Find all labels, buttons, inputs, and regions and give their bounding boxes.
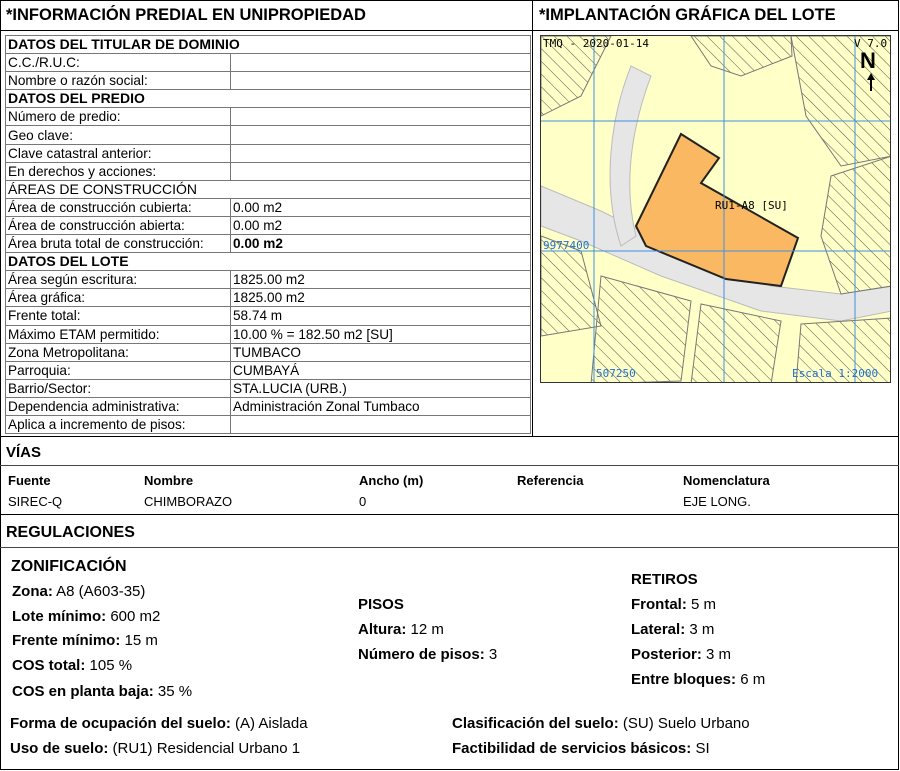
info-label: Área gráfica:: [6, 289, 231, 307]
column-divider: [532, 30, 533, 436]
regulaciones-top-divider: [0, 514, 899, 515]
altura-line: Altura: 12 m: [358, 621, 444, 638]
info-row: [6, 361, 531, 379]
info-row: [6, 253, 531, 271]
info-value: 58.74 m: [231, 307, 531, 325]
info-row: [6, 307, 531, 325]
info-section-spacer: [231, 36, 531, 54]
info-row: [6, 415, 531, 433]
info-label: Dependencia administrativa:: [6, 397, 231, 415]
info-value: STA.LUCIA (URB.): [231, 379, 531, 397]
info-row: [6, 36, 531, 54]
info-row: [6, 198, 531, 216]
numero-pisos-line: Número de pisos: 3: [358, 646, 498, 663]
info-section-label: DATOS DEL LOTE: [6, 253, 231, 271]
lote-minimo-line: Lote mínimo: 600 m2: [12, 608, 161, 625]
regulaciones-title: REGULACIONES: [6, 524, 135, 541]
vias-header-nomenclatura: Nomenclatura: [683, 473, 770, 488]
vias-nombre-value: CHIMBORAZO: [144, 494, 233, 509]
info-value: TUMBACO: [231, 343, 531, 361]
map-date-label: TMQ - 2020-01-14: [543, 37, 649, 50]
forma-ocupacion-line: Forma de ocupación del suelo: (A) Aislada: [10, 715, 308, 732]
uso-suelo-line: Uso de suelo: (RU1) Residencial Urbano 1: [10, 740, 301, 757]
frente-minimo-line: Frente mínimo: 15 m: [12, 632, 158, 649]
info-section-spacer: [231, 90, 531, 108]
info-label: En derechos y acciones:: [6, 162, 231, 180]
info-row: [6, 289, 531, 307]
info-label: Parroquia:: [6, 361, 231, 379]
info-label: Zona Metropolitana:: [6, 343, 231, 361]
info-row: [6, 90, 531, 108]
vias-title-divider: [0, 465, 899, 466]
vias-title: VÍAS: [6, 444, 42, 461]
info-section-spacer: [231, 180, 531, 198]
info-label: Barrio/Sector:: [6, 379, 231, 397]
factibilidad-servicios-line: Factibilidad de servicios básicos: SI: [452, 740, 710, 757]
info-value: [231, 162, 531, 180]
info-row: [6, 235, 531, 253]
header-divider: [0, 30, 899, 31]
info-row: [6, 216, 531, 234]
info-section-label: DATOS DEL TITULAR DE DOMINIO: [6, 36, 231, 54]
info-value: Administración Zonal Tumbaco: [231, 397, 531, 415]
regulaciones-title-divider: [0, 547, 899, 548]
info-label: Número de predio:: [6, 108, 231, 126]
info-row: [6, 325, 531, 343]
retiro-lateral-line: Lateral: 3 m: [631, 621, 715, 638]
zonificacion-title: ZONIFICACIÓN: [11, 558, 127, 575]
coord-y-label: 9977400: [543, 239, 590, 252]
info-row: [6, 108, 531, 126]
info-label: Área de construcción cubierta:: [6, 198, 231, 216]
vias-nomenclatura-value: EJE LONG.: [683, 494, 751, 509]
info-value: [231, 108, 531, 126]
info-label: Máximo ETAM permitido:: [6, 325, 231, 343]
info-value: 10.00 % = 182.50 m2 [SU]: [231, 325, 531, 343]
retiro-posterior-line: Posterior: 3 m: [631, 646, 732, 663]
parcel-a: [691, 36, 792, 76]
coord-x-label: 507250: [596, 367, 636, 380]
lot-map: [540, 35, 891, 383]
vias-header-fuente: Fuente: [8, 473, 51, 488]
info-row: [6, 271, 531, 289]
info-label: Frente total:: [6, 307, 231, 325]
info-value: 1825.00 m2: [231, 271, 531, 289]
vias-fuente-value: SIREC-Q: [8, 494, 63, 509]
info-value: [231, 415, 531, 433]
info-label: Área de construcción abierta:: [6, 216, 231, 234]
info-label: Clave catastral anterior:: [6, 144, 231, 162]
info-label: Aplica a incremento de pisos:: [6, 415, 231, 433]
info-section-label: ÁREAS DE CONSTRUCCIÓN: [6, 180, 231, 198]
info-row: [6, 54, 531, 72]
info-predial-title: *INFORMACIÓN PREDIAL EN UNIPROPIEDAD: [6, 6, 366, 24]
pisos-title: PISOS: [358, 596, 404, 613]
lot-label: RU1-A8 [SU]: [715, 199, 788, 212]
vias-ancho-value: 0: [359, 494, 367, 509]
retiros-title: RETIROS: [631, 571, 698, 588]
info-value: 0.00 m2: [231, 235, 531, 253]
info-row: [6, 144, 531, 162]
info-row: [6, 343, 531, 361]
retiro-entre-bloques-line: Entre bloques: 6 m: [631, 671, 766, 688]
info-predial-table: [5, 35, 531, 434]
info-label: Área bruta total de construcción:: [6, 235, 231, 253]
info-value: [231, 72, 531, 90]
info-section-spacer: [231, 253, 531, 271]
implantacion-title: *IMPLANTACIÓN GRÁFICA DEL LOTE: [532, 0, 899, 30]
info-row: [6, 397, 531, 415]
info-label: Nombre o razón social:: [6, 72, 231, 90]
clasificacion-suelo-line: Clasificación del suelo: (SU) Suelo Urbano: [452, 715, 750, 732]
info-row: [6, 162, 531, 180]
north-label: N: [860, 48, 876, 73]
info-value: [231, 144, 531, 162]
vias-header-nombre: Nombre: [144, 473, 194, 488]
info-value: [231, 54, 531, 72]
vias-header-referencia: Referencia: [517, 473, 584, 488]
info-label: C.C./R.U.C:: [6, 54, 231, 72]
info-label: Geo clave:: [6, 126, 231, 144]
vias-top-divider: [0, 436, 899, 437]
info-row: [6, 72, 531, 90]
parcel-b: [791, 36, 891, 166]
info-row: [6, 180, 531, 198]
info-label: Área según escritura:: [6, 271, 231, 289]
zona-line: Zona: A8 (A603-35): [12, 583, 146, 600]
info-row: [6, 126, 531, 144]
parcel-f: [691, 304, 781, 383]
cos-planta-baja-line: COS en planta baja: 35 %: [12, 683, 193, 700]
map-version-label: V 7.0: [854, 37, 888, 50]
info-section-label: DATOS DEL PREDIO: [6, 90, 231, 108]
vias-header-ancho: Ancho (m): [359, 473, 424, 488]
parcel-c: [821, 156, 891, 294]
info-value: [231, 126, 531, 144]
info-value: 0.00 m2: [231, 198, 531, 216]
retiro-frontal-line: Frontal: 5 m: [631, 596, 717, 613]
info-row: [6, 379, 531, 397]
scale-label: Escala 1:2000: [792, 367, 879, 380]
cos-total-line: COS total: 105 %: [12, 657, 133, 674]
info-value: CUMBAYÁ: [231, 361, 531, 379]
info-value: 0.00 m2: [231, 216, 531, 234]
info-value: 1825.00 m2: [231, 289, 531, 307]
